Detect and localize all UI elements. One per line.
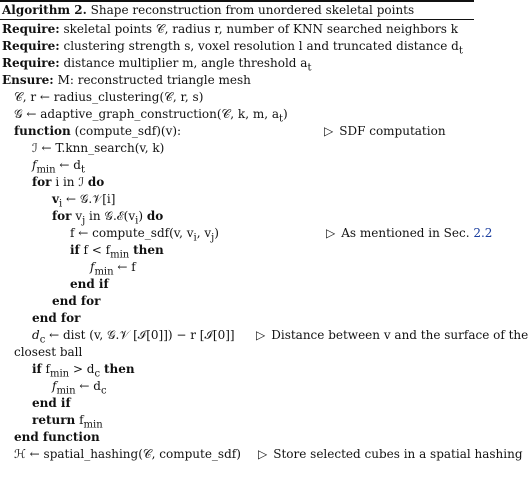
comment-sdf: ▷ SDF computation: [324, 124, 446, 138]
code-line-if-fmin: if $f_{min} > d_c$ then: [32, 362, 135, 380]
comment-triangle-icon: ▷: [256, 328, 266, 342]
code-line-11: $f_{min}$ ← f: [90, 260, 136, 278]
algorithm-caption: [2, 2, 414, 19]
code-line-16: $f_{min}$ ← $d_c$: [52, 379, 107, 397]
comment-distance-cont: closest ball: [14, 345, 83, 359]
code-line-4: ℐ ← T.knn_search(v, k): [32, 141, 165, 155]
code-line-7: $v_i$ ← 𝒢.𝒱[i]: [52, 192, 116, 210]
comment-sec: ▷ As mentioned in Sec. 2.2: [326, 226, 493, 240]
algorithm-label: Algorithm 2.: [2, 3, 87, 17]
section-reference-link[interactable]: 2.2: [473, 226, 493, 240]
require-line-1: Require: skeletal points 𝒞, radius r, number of KNN searched neighbors k: [2, 22, 458, 36]
code-line-1: 𝒞, r ← radius_clustering(𝒞, r, s): [14, 90, 204, 104]
code-line-9: f ← compute_sdf(v, $v_i$, $v_j$): [70, 226, 219, 244]
comment-triangle-icon: ▷: [324, 124, 334, 138]
code-line-endfunction: end function: [14, 430, 100, 444]
code-line-14: $d_c$ ← dist (v, 𝒢.𝒱 [ℐ[0]]) − r [ℐ[0]]: [32, 328, 235, 346]
require-line-2: Require: clustering strength s, voxel resolution l and truncated distance $d_t$: [2, 39, 463, 57]
code-line-endif-2: end if: [32, 396, 71, 410]
code-line-18: ℋ ← spatial_hashing(𝒞, compute_sdf): [14, 447, 241, 461]
comment-triangle-icon: ▷: [258, 447, 268, 461]
comment-hashing: ▷ Store selected cubes in a spatial hashing: [258, 447, 523, 461]
code-line-for-i: for i in ℐ do: [32, 175, 105, 189]
code-line-function: function (compute_sdf)(v):: [14, 124, 182, 138]
code-line-5: $f_{min}$ ← $d_t$: [32, 158, 85, 176]
code-line-endfor-2: end for: [32, 311, 81, 325]
code-line-2: 𝒢 ← adaptive_graph_construction(𝒞, k, m, $a_t$): [14, 107, 288, 125]
code-line-endif-1: end if: [70, 277, 109, 291]
code-line-endfor-1: end for: [52, 294, 101, 308]
code-line-if-f: if $f < f_{min}$ then: [70, 243, 164, 261]
code-line-for-vj: for $v_j$ in $𝒢.ℰ(v_i)$ do: [52, 209, 164, 227]
algorithm-title: Shape reconstruction from unordered skeletal points: [90, 3, 415, 17]
require-line-3: Require: distance multiplier m, angle threshold $a_t$: [2, 56, 312, 74]
ensure-line: Ensure: M: reconstructed triangle mesh: [2, 73, 251, 87]
comment-distance: ▷ Distance between v and the surface of the: [256, 328, 528, 342]
comment-triangle-icon: ▷: [326, 226, 336, 240]
caption-rule: [0, 19, 474, 20]
code-line-return-fmin: return $f_{min}$: [32, 413, 103, 431]
